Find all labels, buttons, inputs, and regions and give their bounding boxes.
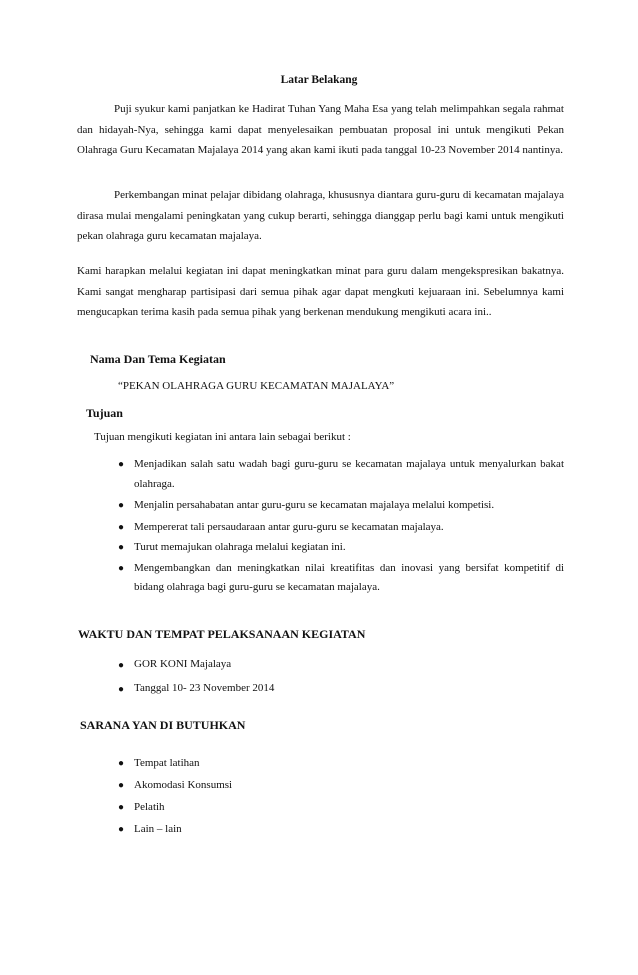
sarana-item-2: ● Akomodasi Konsumsi: [118, 774, 564, 796]
paragraph-2: Perkembangan minat pelajar dibidang olahraga, khususnya diantara guru-guru di kecamatan majalaya dirasa mulai mengalami peningkatan yang cukup berarti, sehingga dianggap perlu bagi kami untuk mengikuti pekan olahraga guru kecamatan majalaya.: [77, 189, 564, 242]
bullet-icon: ●: [118, 459, 125, 470]
tujuan-item-3: ● Mempererat tali persaudaraan antar guru-guru se kecamatan majalaya.: [118, 518, 564, 538]
bullet-icon: ●: [118, 562, 125, 574]
bullet-icon: ●: [118, 542, 125, 553]
page-title: Latar Belakang: [280, 74, 358, 86]
bullet-icon: ●: [118, 780, 125, 791]
sarana-item-3: ● Pelatih: [118, 796, 564, 818]
paragraph-3: Kami harapkan melalui kegiatan ini dapat meningkatkan minat para guru dalam mengekspresikan bakatnya. Kami sangat mengharap partisipasi dari semua pihak agar dapat mengkuti kejuaraan ini. Sebelumnya kami mengucapkan terima kasih pada semua pihak yang berkenan mendukung mengikuti acara ini..: [77, 265, 564, 318]
sarana-heading: SARANA YAN DI BUTUHKAN: [80, 718, 246, 732]
tujuan-list: [118, 455, 564, 598]
bullet-icon: ●: [118, 660, 125, 671]
sarana-item-1: ● Tempat latihan: [118, 752, 564, 774]
tujuan-item-4: ● Turut memajukan olahraga melalui kegiatan ini.: [118, 538, 564, 558]
bullet-icon: ●: [118, 521, 125, 533]
tujuan-intro: Tujuan mengikuti kegiatan ini antara lain sebagai berikut :: [94, 431, 351, 443]
bullet-icon: ●: [118, 500, 125, 511]
nama-tema-value: “PEKAN OLAHRAGA GURU KECAMATAN MAJALAYA”: [118, 380, 395, 392]
waktu-item-2: ● Tanggal 10- 23 November 2014: [118, 676, 564, 700]
paragraph-1: Puji syukur kami panjatkan ke Hadirat Tuhan Yang Maha Esa yang telah melimpahkan segala rahmat dan hidayah-Nya, sehingga kami dapat menyelesaikan pembuatan proposal ini untuk mengikuti Pekan Olahraga Guru Kecamatan Majalaya 2014 yang akan kami ikuti pada tanggal 10-23 November 2014 nantinya.: [77, 103, 564, 156]
bullet-icon: ●: [118, 802, 125, 813]
waktu-list: [118, 652, 564, 700]
bullet-icon: ●: [118, 684, 125, 695]
sarana-item-4: ● Lain – lain: [118, 818, 564, 840]
nama-tema-heading: Nama Dan Tema Kegiatan: [90, 352, 226, 366]
tujuan-heading: Tujuan: [86, 406, 123, 420]
bullet-icon: ●: [118, 758, 125, 769]
waktu-item-1: ● GOR KONI Majalaya: [118, 652, 564, 676]
sarana-list: [118, 752, 564, 840]
bullet-icon: ●: [118, 824, 125, 835]
tujuan-item-2: ● Menjalin persahabatan antar guru-guru se kecamatan majalaya melalui kompetisi.: [118, 496, 564, 516]
waktu-heading: WAKTU DAN TEMPAT PELAKSANAAN KEGIATAN: [78, 627, 366, 641]
tujuan-item-1: ● Menjadikan salah satu wadah bagi guru-guru se kecamatan majalaya untuk menyalurkan bakat olahraga.: [118, 455, 564, 494]
tujuan-item-5: ● Mengembangkan dan meningkatkan nilai kreatifitas dan inovasi yang bersifat kompetitif di bidang olahraga bagi guru-guru se kecamatan majalaya.: [118, 559, 564, 598]
